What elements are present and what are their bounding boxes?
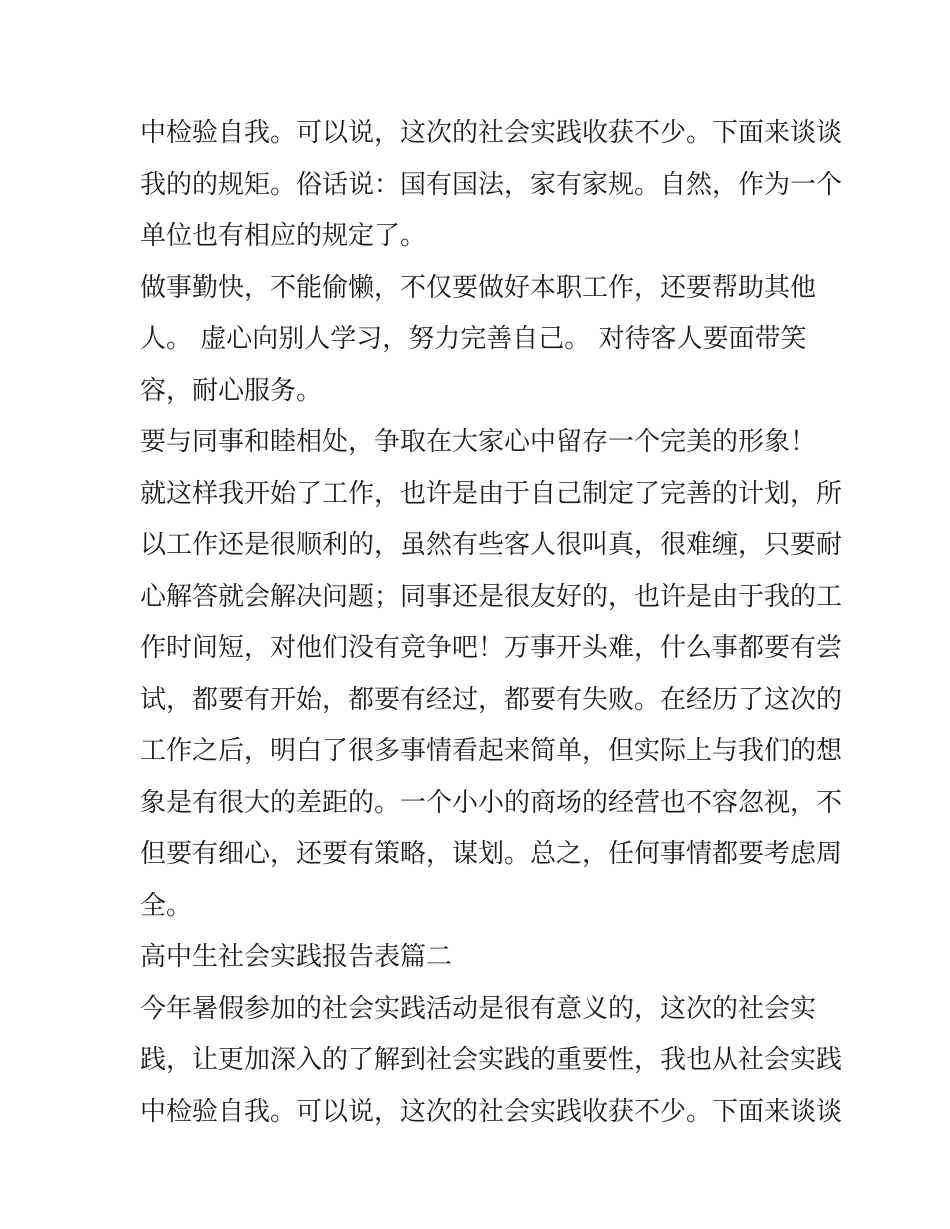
- text-line: 心解答就会解决问题；同事还是很友好的，也许是由于我的工: [140, 581, 843, 612]
- text-line: 单位也有相应的规定了。: [140, 221, 427, 251]
- text-line: 人。 虚心向别人学习，努力完善自己。 对待客人要面带笑: [140, 324, 807, 354]
- text-line: 今年暑假参加的社会实践活动是很有意义的，这次的社会实: [140, 993, 817, 1024]
- text-line: 践，让更加深入的了解到社会实践的重要性，我也从社会实践: [140, 1045, 843, 1075]
- body-text: [140, 108, 843, 1138]
- text-line: 象是有很大的差距的。一个小小的商场的经营也不容忽视，不: [140, 787, 843, 818]
- text-line: 作时间短，对他们没有竞争吧！万事开头难，什么事都要有尝: [140, 633, 843, 663]
- text-line: 中检验自我。可以说，这次的社会实践收获不少。下面来谈谈: [140, 118, 843, 148]
- text-line: 我的的规矩。俗话说：国有国法，家有家规。自然，作为一个: [140, 169, 843, 200]
- text-line: 做事勤快，不能偷懒，不仅要做好本职工作，还要帮助其他: [140, 272, 817, 303]
- text-line: 容，耐心服务。: [140, 375, 323, 406]
- section-heading: 高中生社会实践报告表篇二: [140, 942, 453, 972]
- text-line: 中检验自我。可以说，这次的社会实践收获不少。下面来谈谈: [140, 1096, 843, 1127]
- text-line: 试，都要有开始，都要有经过，都要有失败。在经历了这次的: [140, 684, 843, 715]
- text-line: 以工作还是很顺利的，虽然有些客人很叫真，很难缠，只要耐: [140, 530, 843, 560]
- text-line: 但要有细心，还要有策略，谋划。总之，任何事情都要考虑周: [140, 839, 843, 869]
- text-line: 全。: [140, 890, 193, 921]
- text-line: 就这样我开始了工作，也许是由于自己制定了完善的计划，所: [140, 478, 843, 509]
- text-line: 要与同事和睦相处，争取在大家心中留存一个完美的形象！: [140, 427, 817, 457]
- text-line: 工作之后，明白了很多事情看起来简单，但实际上与我们的想: [140, 736, 843, 766]
